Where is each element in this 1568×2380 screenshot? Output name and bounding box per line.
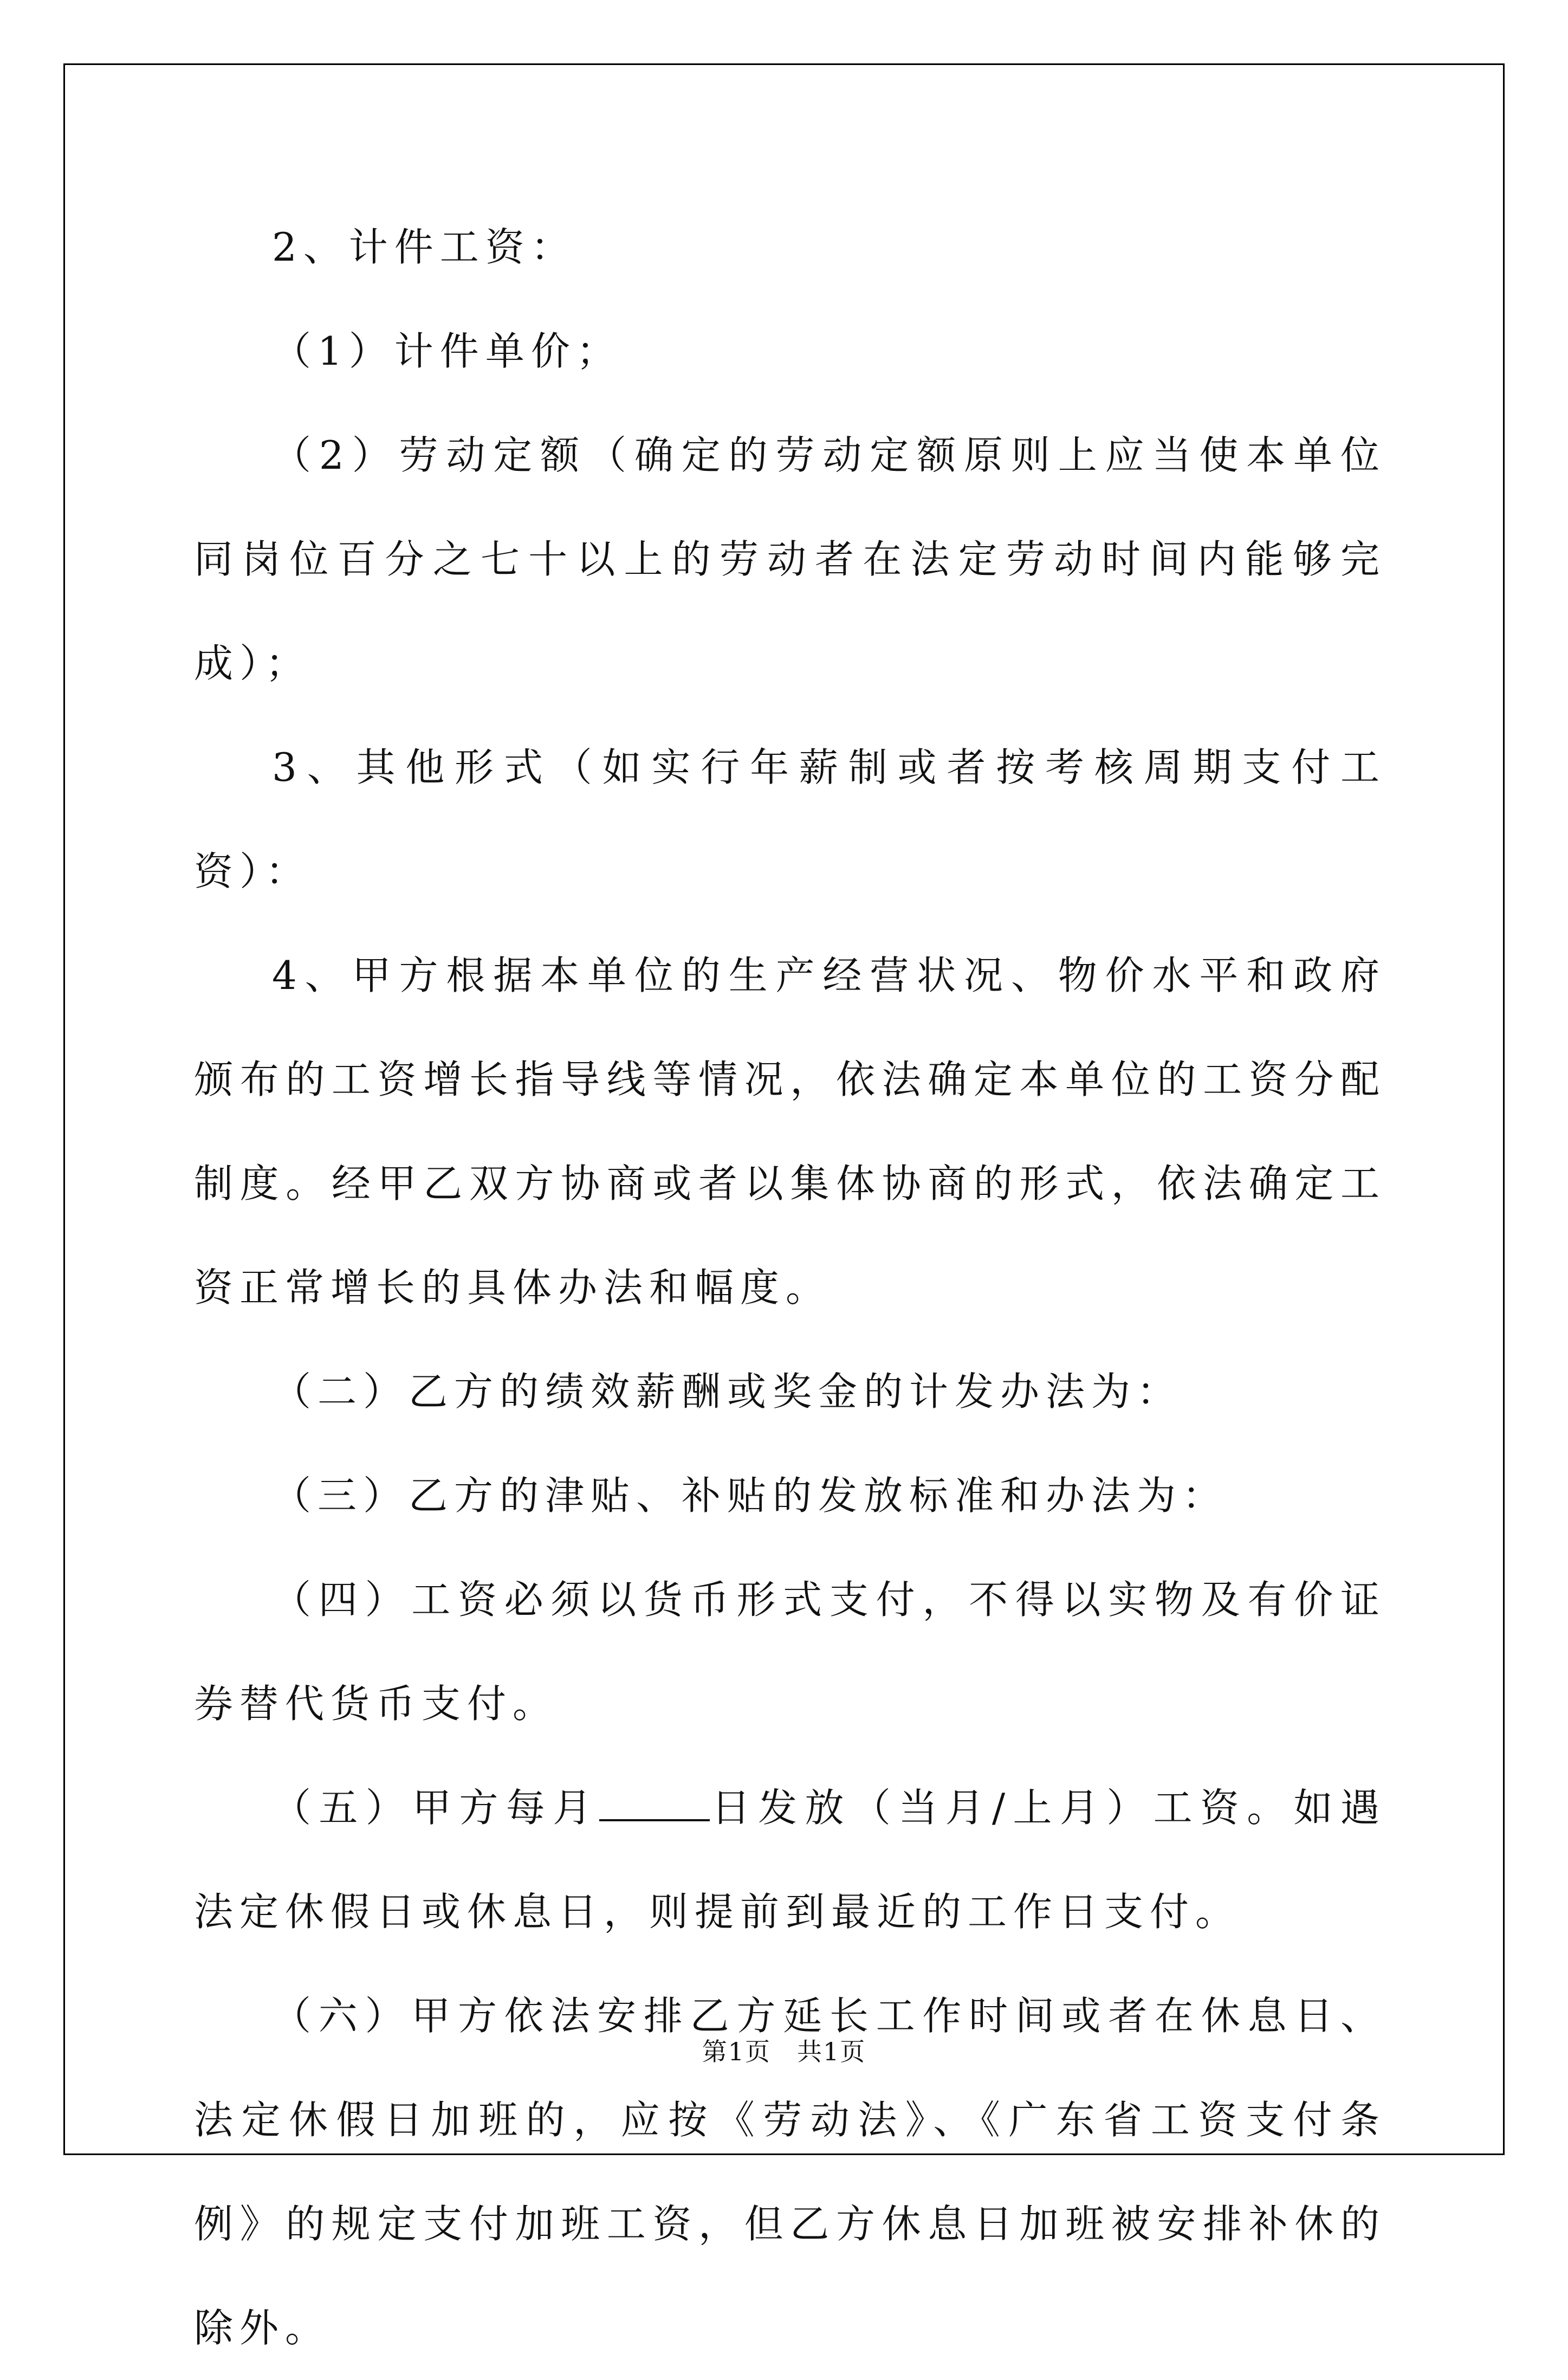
paragraph-overtime: （六）甲方依法安排乙方延长工作时间或者在休息日、法定休假日加班的，应按《劳动法》、《广东省工资支付条例》的规定支付加班工资，但乙方休息日加班被安排补休的除外。 bbox=[194, 1993, 1386, 2351]
pay-day-text-after: 日发放（当月/上月）工资。如遇法定休假日或休息日，则提前到最近的工作日支付。 bbox=[194, 1785, 1386, 1935]
page-number-footer: 第1页 共1页 bbox=[702, 2037, 866, 2066]
pay-day-blank bbox=[599, 1787, 710, 1821]
pay-day-text-before: （五）甲方每月 bbox=[272, 1785, 600, 1831]
paragraph-performance-pay: （二）乙方的绩效薪酬或奖金的计发办法为： bbox=[272, 1369, 1183, 1414]
paragraph-currency-payment: （四）工资必须以货币形式支付，不得以实物及有价证券替代货币支付。 bbox=[194, 1577, 1386, 1726]
paragraph-other-forms: 3、其他形式（如实行年薪制或者按考核周期支付工资）： bbox=[194, 745, 1386, 894]
paragraph-labor-quota: （2）劳动定额（确定的劳动定额原则上应当使本单位同岗位百分之七十以上的劳动者在法定劳动时间内能够完成）； bbox=[194, 432, 1386, 686]
paragraph-allowances: （三）乙方的津贴、补贴的发放标准和办法为： bbox=[272, 1473, 1228, 1518]
paragraph-piece-wage: 2、计件工资： bbox=[272, 224, 576, 270]
paragraph-pay-day bbox=[194, 1756, 1386, 1964]
paragraph-wage-system: 4、甲方根据本单位的生产经营状况、物价水平和政府颁布的工资增长指导线等情况，依法确定本单位的工资分配制度。经甲乙双方协商或者以集体协商的形式，依法确定工资正常增长的具体办法和幅度。 bbox=[194, 953, 1386, 1310]
paragraph-piece-rate: （1）计件单价； bbox=[272, 328, 622, 374]
